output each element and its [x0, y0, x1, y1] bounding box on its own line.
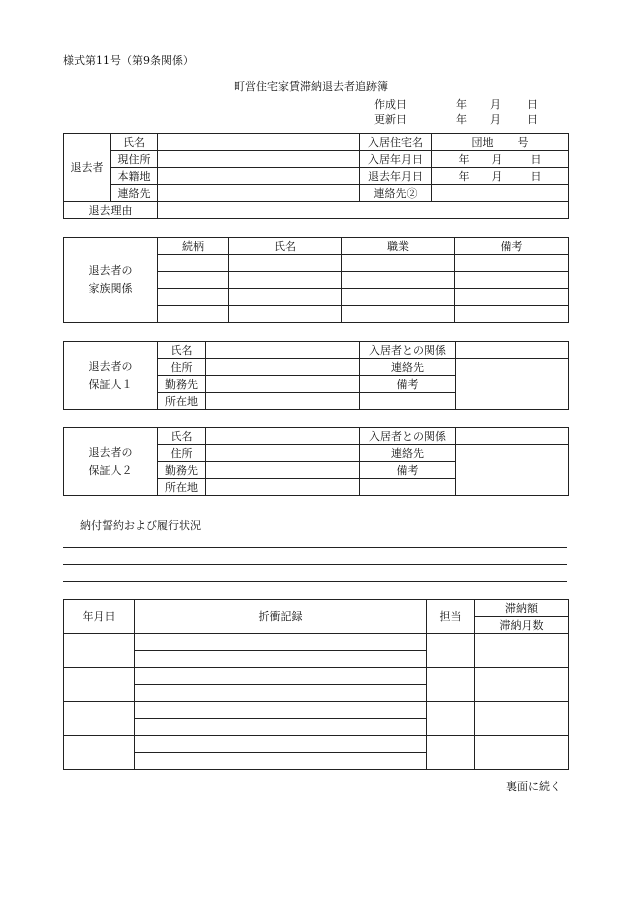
family-cell[interactable] — [455, 289, 569, 306]
continued-note: 裏面に続く — [506, 780, 561, 793]
family-header-name: 氏名 — [229, 238, 342, 255]
guarantor1-contact-value[interactable] — [456, 359, 569, 376]
payment-section-title: 納付誓約および履行状況 — [80, 519, 201, 532]
family-label-line2: 家族関係 — [88, 282, 133, 295]
family-cell[interactable] — [158, 289, 229, 306]
negotiation-table — [63, 599, 569, 770]
family-label-line1: 退去者の — [88, 264, 133, 278]
updated-month: 月 — [490, 113, 501, 126]
guarantor2-contact-value[interactable] — [456, 445, 569, 462]
family-cell[interactable] — [455, 306, 569, 323]
created-year: 年 — [456, 98, 467, 111]
guarantor1-table — [63, 341, 569, 410]
reason-value[interactable] — [158, 202, 569, 219]
negotiation-record-cell[interactable] — [135, 668, 427, 685]
guarantor1-relation-value[interactable] — [456, 342, 569, 359]
negotiation-amount-cell[interactable] — [475, 736, 569, 770]
negotiation-amount-cell[interactable] — [475, 668, 569, 702]
guarantor1-label-line1: 退去者の — [88, 359, 133, 373]
guarantor2-contact-label: 連絡先 — [360, 445, 456, 462]
guarantor2-relation-label: 入居者との関係 — [360, 428, 456, 445]
guarantor1-location-value[interactable] — [206, 393, 360, 410]
guarantor2-label-line2: 保証人２ — [88, 463, 133, 477]
domicile-label: 本籍地 — [111, 168, 158, 185]
guarantor2-name-label: 氏名 — [158, 428, 206, 445]
guarantor2-workplace-value[interactable] — [206, 462, 360, 479]
negotiation-staff-cell[interactable] — [427, 634, 475, 668]
leaver-name-value[interactable] — [158, 134, 360, 151]
family-cell[interactable] — [342, 272, 455, 289]
danchi-label: 団地 — [471, 135, 494, 149]
leaver-table — [63, 133, 569, 219]
domicile-value[interactable] — [158, 168, 360, 185]
family-cell[interactable] — [229, 306, 342, 323]
negotiation-date-cell[interactable] — [64, 736, 135, 770]
guarantor2-table — [63, 427, 569, 496]
negotiation-header-staff: 担当 — [427, 600, 475, 634]
created-month: 月 — [490, 98, 501, 111]
family-cell[interactable] — [229, 289, 342, 306]
family-header-occupation: 職業 — [342, 238, 455, 255]
guarantor2-remarks-space[interactable] — [360, 479, 456, 496]
negotiation-record-cell[interactable] — [135, 736, 427, 753]
negotiation-header-months: 滞納月数 — [475, 617, 569, 634]
table-row — [64, 702, 569, 719]
page-title: 町営住宅家賃滞納退去者追跡簿 — [234, 80, 388, 93]
residence-value[interactable] — [432, 134, 569, 151]
negotiation-staff-cell[interactable] — [427, 736, 475, 770]
negotiation-staff-cell[interactable] — [427, 668, 475, 702]
family-cell[interactable] — [229, 272, 342, 289]
family-header-remarks: 備考 — [455, 238, 569, 255]
table-row — [64, 634, 569, 651]
negotiation-header-date: 年月日 — [64, 600, 135, 634]
guarantor1-label — [64, 342, 158, 410]
guarantor2-remarks-label: 備考 — [360, 462, 456, 479]
negotiation-staff-cell[interactable] — [427, 702, 475, 736]
family-cell[interactable] — [455, 255, 569, 272]
negotiation-record-cell[interactable] — [135, 651, 427, 668]
move-in-month: 月 — [491, 152, 503, 166]
created-day: 日 — [527, 98, 538, 111]
contact2-label: 連絡先② — [360, 185, 432, 202]
updated-year: 年 — [456, 113, 467, 126]
contact2-value[interactable] — [432, 185, 569, 202]
family-table — [63, 237, 569, 323]
guarantor2-relation-value[interactable] — [456, 428, 569, 445]
guarantor1-address-label: 住所 — [158, 359, 206, 376]
guarantor2-location-label: 所在地 — [158, 479, 206, 496]
current-address-value[interactable] — [158, 151, 360, 168]
table-row — [64, 668, 569, 685]
guarantor1-name-value[interactable] — [206, 342, 360, 359]
guarantor2-name-value[interactable] — [206, 428, 360, 445]
move-in-date-label: 入居年月日 — [360, 151, 432, 168]
negotiation-record-cell[interactable] — [135, 753, 427, 770]
leaver-section-label: 退去者 — [64, 134, 111, 202]
guarantor2-label-line1: 退去者の — [88, 445, 133, 459]
negotiation-date-cell[interactable] — [64, 668, 135, 702]
family-cell[interactable] — [229, 255, 342, 272]
guarantor2-remarks-value[interactable] — [456, 462, 569, 496]
guarantor1-address-value[interactable] — [206, 359, 360, 376]
negotiation-amount-cell[interactable] — [475, 702, 569, 736]
leaver-name-label: 氏名 — [111, 134, 158, 151]
guarantor1-label-line2: 保証人１ — [88, 377, 133, 391]
move-out-month: 月 — [491, 169, 503, 183]
family-cell[interactable] — [342, 255, 455, 272]
family-cell[interactable] — [158, 272, 229, 289]
updated-label: 更新日 — [374, 113, 407, 126]
family-cell[interactable] — [455, 272, 569, 289]
guarantor1-relation-label: 入居者との関係 — [360, 342, 456, 359]
go-label: 号 — [517, 135, 529, 149]
negotiation-record-cell[interactable] — [135, 634, 427, 651]
created-label: 作成日 — [374, 98, 407, 111]
family-header-relation: 続柄 — [158, 238, 229, 255]
family-cell[interactable] — [158, 306, 229, 323]
guarantor1-name-label: 氏名 — [158, 342, 206, 359]
negotiation-date-cell[interactable] — [64, 634, 135, 668]
move-in-date-value[interactable] — [432, 151, 569, 168]
guarantor1-location-label: 所在地 — [158, 393, 206, 410]
contact-value[interactable] — [158, 185, 360, 202]
negotiation-record-cell[interactable] — [135, 702, 427, 719]
guarantor2-address-label: 住所 — [158, 445, 206, 462]
negotiation-header-amount: 滞納額 — [475, 600, 569, 617]
payment-line-3[interactable] — [63, 581, 567, 582]
move-out-date-value[interactable] — [432, 168, 569, 185]
guarantor1-remarks-label: 備考 — [360, 376, 456, 393]
guarantor2-address-value[interactable] — [206, 445, 360, 462]
guarantor2-workplace-label: 勤務先 — [158, 462, 206, 479]
move-in-year: 年 — [458, 152, 470, 166]
guarantor2-location-value[interactable] — [206, 479, 360, 496]
family-cell[interactable] — [158, 255, 229, 272]
family-cell[interactable] — [342, 306, 455, 323]
guarantor2-label — [64, 428, 158, 496]
guarantor1-remarks-value[interactable] — [456, 376, 569, 410]
negotiation-header-record: 折衝記録 — [135, 600, 427, 634]
move-out-day: 日 — [530, 169, 542, 183]
family-section-label — [64, 238, 158, 323]
guarantor1-contact-label: 連絡先 — [360, 359, 456, 376]
move-in-day: 日 — [530, 152, 542, 166]
move-out-date-label: 退去年月日 — [360, 168, 432, 185]
payment-line-1[interactable] — [63, 547, 567, 548]
negotiation-amount-cell[interactable] — [475, 634, 569, 668]
negotiation-record-cell[interactable] — [135, 685, 427, 702]
negotiation-record-cell[interactable] — [135, 719, 427, 736]
payment-line-2[interactable] — [63, 564, 567, 565]
guarantor1-workplace-label: 勤務先 — [158, 376, 206, 393]
guarantor1-remarks-space[interactable] — [360, 393, 456, 410]
contact-label: 連絡先 — [111, 185, 158, 202]
current-address-label: 現住所 — [111, 151, 158, 168]
family-cell[interactable] — [342, 289, 455, 306]
table-row — [64, 736, 569, 753]
move-out-year: 年 — [458, 169, 470, 183]
updated-day: 日 — [527, 113, 538, 126]
form-number: 様式第11号（第9条関係） — [63, 54, 194, 67]
residence-label: 入居住宅名 — [360, 134, 432, 151]
negotiation-date-cell[interactable] — [64, 702, 135, 736]
guarantor1-workplace-value[interactable] — [206, 376, 360, 393]
reason-label: 退去理由 — [64, 202, 158, 219]
